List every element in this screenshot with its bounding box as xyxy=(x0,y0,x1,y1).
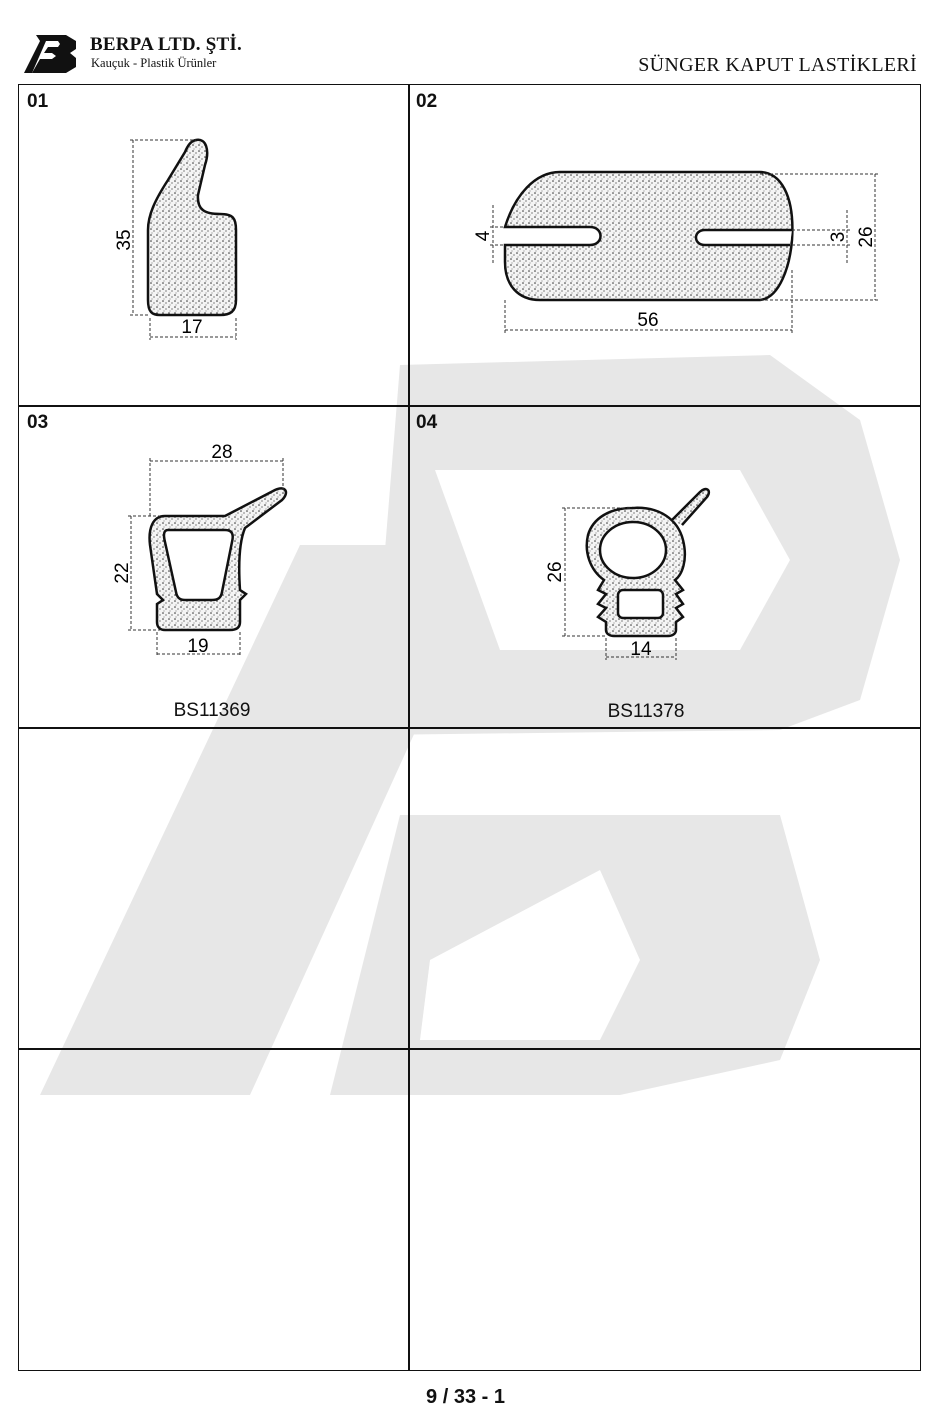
cell-number: 02 xyxy=(416,91,438,112)
profile-04-drawing xyxy=(545,489,709,660)
company-name: BERPA LTD. ŞTİ. xyxy=(90,34,242,55)
dimension-label: 22 xyxy=(112,562,133,584)
profile-02-drawing xyxy=(473,172,878,333)
dimension-label: 56 xyxy=(637,310,659,331)
cell-number: 03 xyxy=(27,412,49,433)
cell-number: 01 xyxy=(27,91,49,112)
dimension-label: 26 xyxy=(856,226,877,248)
dimension-label: 14 xyxy=(630,639,652,660)
product-code: BS11369 xyxy=(173,700,251,721)
company-tagline: Kauçuk - Plastik Ürünler xyxy=(91,56,217,70)
dimension-label: 28 xyxy=(211,442,233,463)
dimension-label: 4 xyxy=(473,230,494,242)
profile-03-drawing xyxy=(112,442,286,657)
dimension-label: 17 xyxy=(181,317,203,338)
product-code: BS11378 xyxy=(607,701,685,722)
cell-number: 04 xyxy=(416,412,438,433)
document-title: SÜNGER KAPUT LASTİKLERİ xyxy=(638,54,917,76)
dimension-label: 35 xyxy=(114,229,135,251)
dimension-label: 3 xyxy=(828,231,849,243)
profile-01-drawing xyxy=(114,140,236,340)
page-number: 9 / 33 - 1 xyxy=(426,1386,505,1408)
dimension-label: 19 xyxy=(187,636,209,657)
dimension-label: 26 xyxy=(545,561,566,583)
